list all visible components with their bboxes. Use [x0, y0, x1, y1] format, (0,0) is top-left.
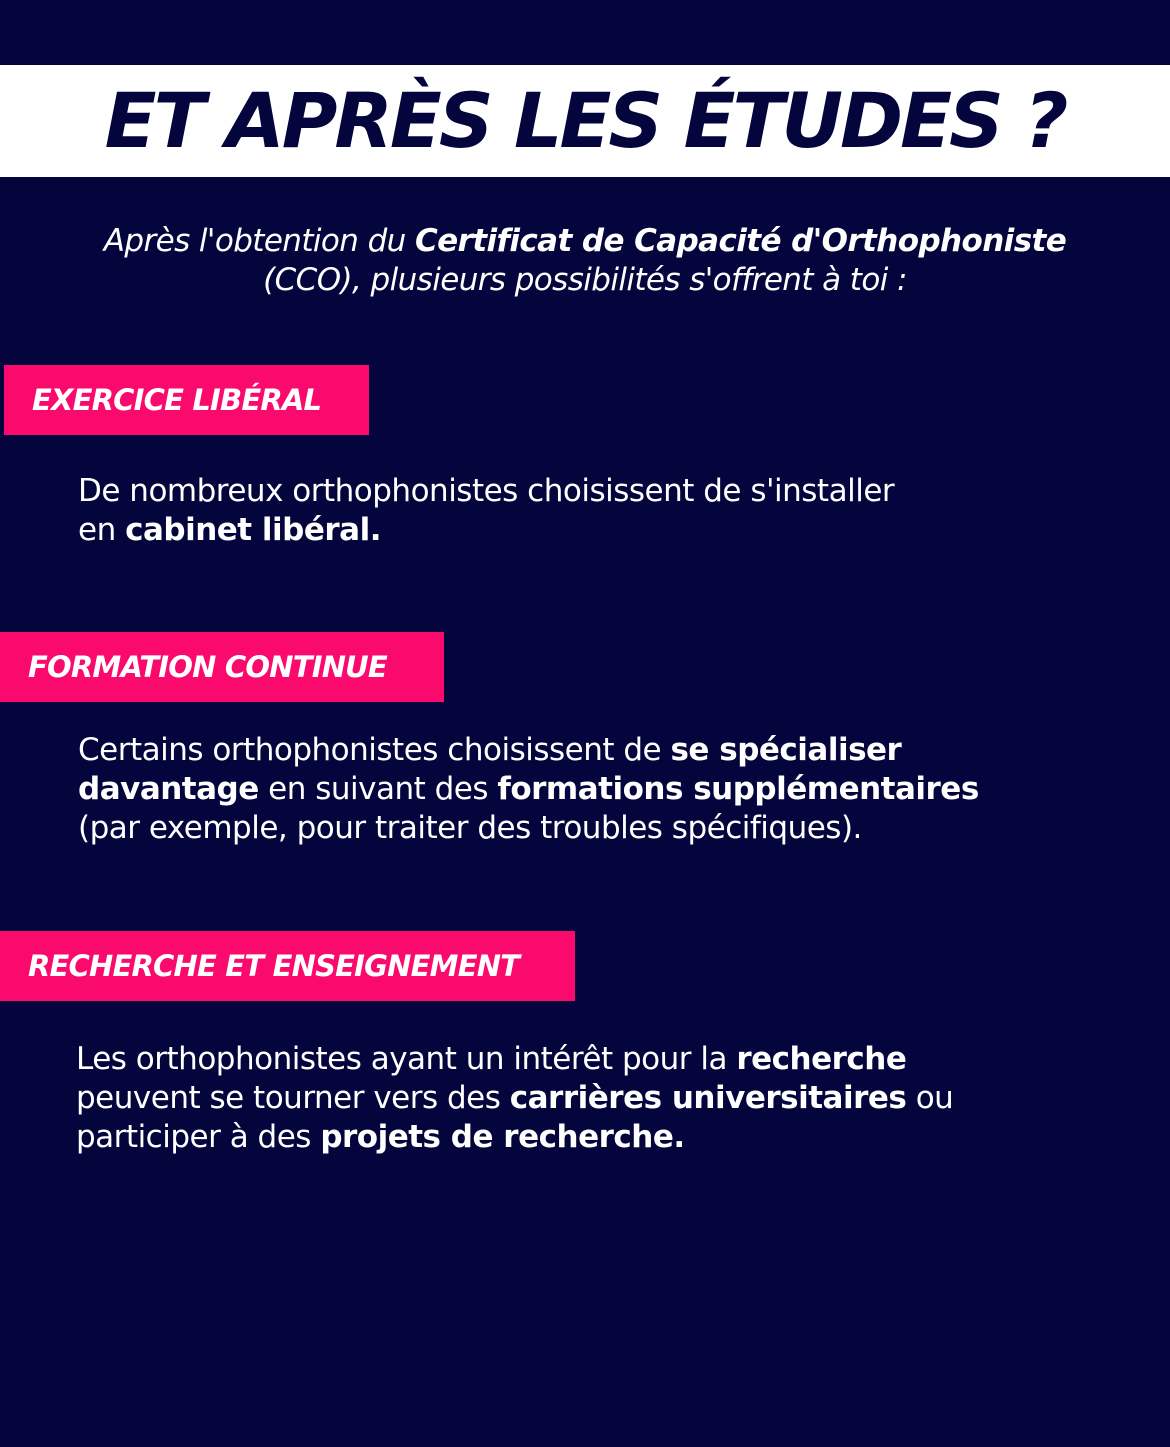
text-line: De nombreux orthophonistes choisissent de s'installer	[78, 473, 895, 509]
text-line: Certains orthophonistes choisissent de	[78, 732, 671, 768]
text-bold: projets de recherche.	[320, 1119, 685, 1155]
intro-text-2: (CCO), plusieurs possibilités s'offrent à toi :	[263, 262, 907, 298]
text-line: en	[78, 512, 126, 548]
text-bold: recherche	[736, 1041, 907, 1077]
intro-paragraph	[20, 222, 1150, 300]
text-line: Les orthophonistes ayant un intérêt pour la	[76, 1041, 737, 1077]
intro-text-1: Après l'obtention du	[103, 223, 415, 259]
section-text-formation-continue	[78, 731, 979, 848]
text-line: participer à des	[76, 1119, 321, 1155]
section-tag-label: FORMATION CONTINUE	[28, 650, 387, 684]
section-tag-label: EXERCICE LIBÉRAL	[32, 383, 322, 417]
section-text-exercice-liberal	[78, 472, 894, 550]
text-bold: se spécialiser	[670, 732, 902, 768]
text-bold: cabinet libéral.	[125, 512, 381, 548]
intro-bold-certificate: Certificat de Capacité d'Orthophoniste	[414, 223, 1067, 259]
page-title: ET APRÈS LES ÉTUDES ?	[104, 76, 1066, 165]
text-line: ou	[906, 1080, 954, 1116]
section-tag-formation-continue	[0, 632, 444, 702]
text-line: en suivant des	[258, 771, 498, 807]
text-bold: davantage	[78, 771, 259, 807]
text-bold: formations supplémentaires	[497, 771, 979, 807]
text-line: (par exemple, pour traiter des troubles spécifiques).	[78, 810, 862, 846]
text-line: peuvent se tourner vers des	[76, 1080, 510, 1116]
section-text-recherche-enseignement	[76, 1040, 953, 1157]
section-tag-recherche-enseignement	[0, 931, 575, 1001]
title-band	[0, 65, 1170, 177]
section-tag-label: RECHERCHE ET ENSEIGNEMENT	[28, 949, 520, 983]
text-bold: carrières universitaires	[509, 1080, 907, 1116]
section-tag-exercice-liberal	[4, 365, 369, 435]
